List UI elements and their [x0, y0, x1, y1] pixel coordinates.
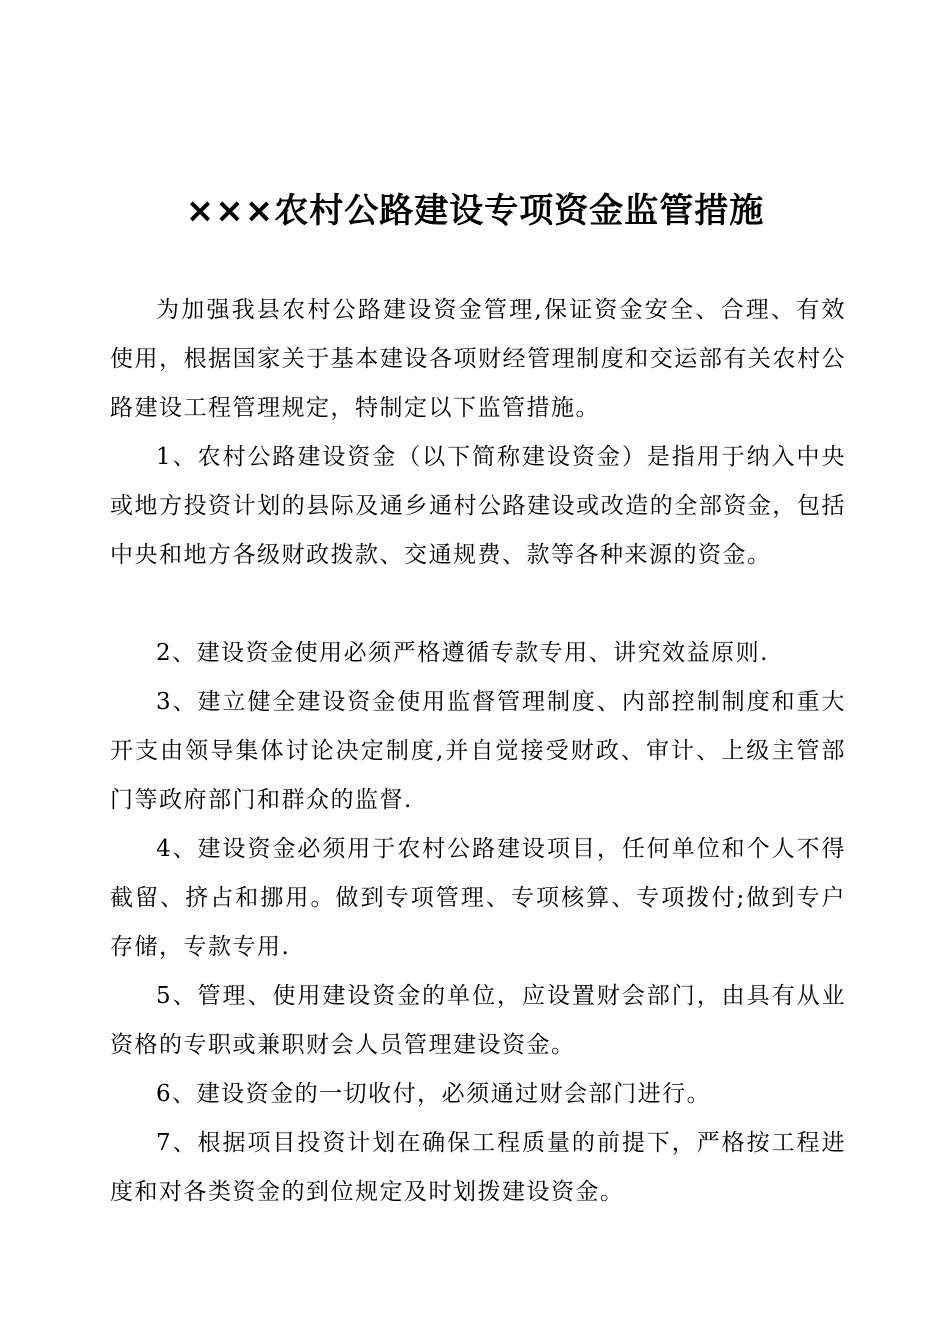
intro-paragraph: 为加强我县农村公路建设资金管理,保证资金安全、合理、有效使用，根据国家关于基本建设各项财经管理制度和交运部有关农村公路建设工程管理规定，特制定以下监管措施。	[110, 297, 846, 421]
clause-4-paragraph: 4、建设资金必须用于农村公路建设项目，任何单位和个人不得截留、挤占和挪用。做到专项管理、专项核算、专项拨付;做到专户存储，专款专用.	[110, 836, 846, 960]
clause-6-paragraph: 6、建设资金的一切收付，必须通过财会部门进行。	[156, 1081, 712, 1107]
clause-1-paragraph: 1、农村公路建设资金（以下简称建设资金）是指用于纳入中央或地方投资计划的县际及通乡通村公路建设或改造的全部资金，包括中央和地方各级财政拨款、交通规费、款等各种来源的资金。	[110, 444, 846, 568]
clause-5-paragraph: 5、管理、使用建设资金的单位，应设置财会部门，由具有从业资格的专职或兼职财会人员管理建设资金。	[110, 983, 846, 1058]
clause-2-paragraph: 2、建设资金使用必须严格遵循专款专用、讲究效益原则.	[156, 640, 769, 666]
clause-3-paragraph: 3、建立健全建设资金使用监督管理制度、内部控制制度和重大开支由领导集体讨论决定制度,并自觉接受财政、审计、上级主管部门等政府部门和群众的监督.	[110, 689, 846, 813]
document-body	[110, 286, 846, 1217]
clause-7-paragraph: 7、根据项目投资计划在确保工程质量的前提下，严格按工程进度和对各类资金的到位规定及时划拨建设资金。	[110, 1130, 846, 1205]
document-title: ×××农村公路建设专项资金监管措施	[185, 191, 765, 231]
